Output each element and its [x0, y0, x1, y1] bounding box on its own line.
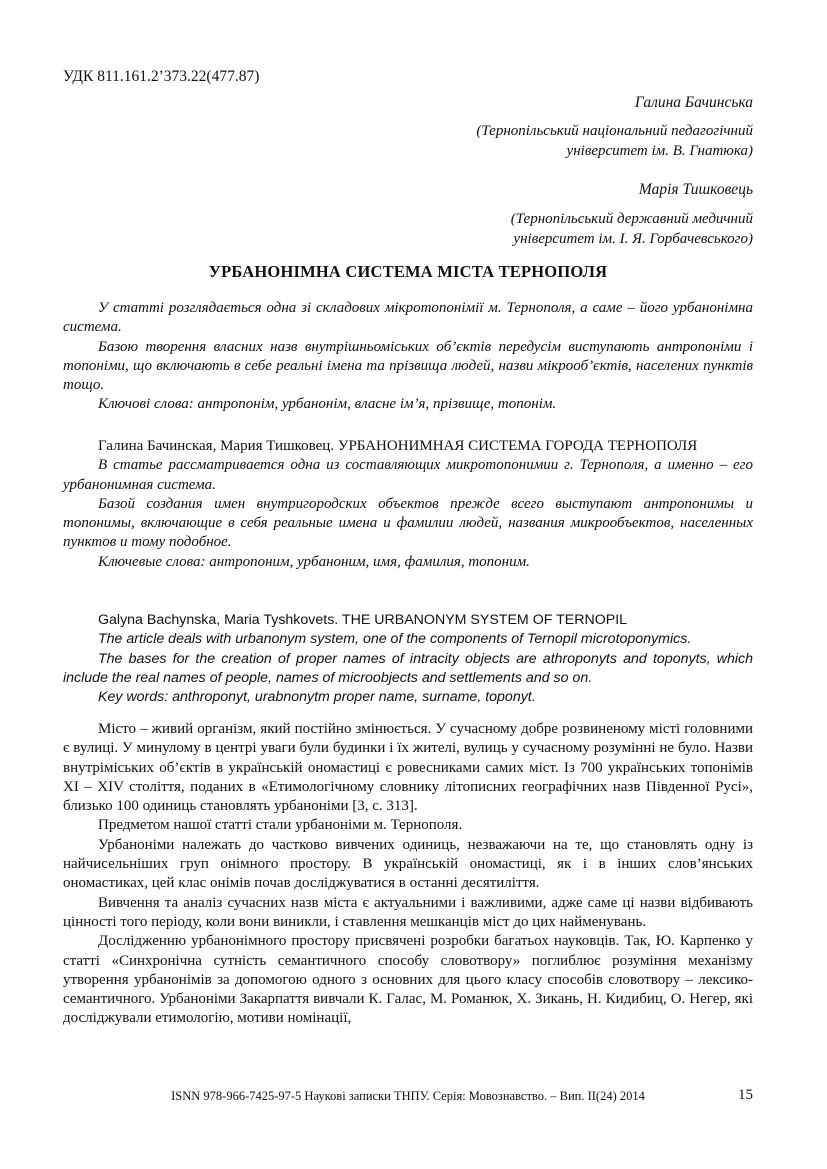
journal-footer: ISNN 978-966-7425-97-5 Наукові записки ТНПУ. Серія: Мовознавство. – Вип. ІІ(24) 2014	[171, 1089, 645, 1103]
affiliation-line: (Тернопільський державний медичний	[510, 211, 753, 227]
author-1-affiliation	[476, 121, 753, 161]
abstract-paragraph: Базою творення власних назв внутрішньоміських об’єктів передусім виступають антропоніми і топоніми, що включають в себе реальні імена та прізвища людей, назви мікрооб’єктів, населених пунктів тощо.	[63, 338, 753, 394]
author-2-name: Марія Тишковець	[638, 181, 753, 198]
abstract-ukrainian	[63, 299, 753, 415]
abstract-heading: Galyna Bachynska, Maria Tyshkovets. THE URBANONYM SYSTEM OF TERNOPIL	[98, 612, 628, 628]
abstract-russian	[63, 437, 753, 572]
abstract-paragraph: The bases for the creation of proper names of intracity objects are athroponyts and toponyts, which include the real names of people, names of microobjects and settlements and so on.	[63, 650, 753, 686]
author-1-name: Галина Бачинська	[634, 94, 753, 111]
keywords: Key words: anthropоnyt, urabnonytm proper name, surname, toponyt.	[98, 689, 536, 706]
abstract-paragraph: Базой создания имен внутригородских объектов прежде всего выступают антропонимы и топонимы, включающие в себя реальные имена и фамилии людей, названия микрообъектов, населенных пунктов и тому подобное.	[63, 495, 753, 551]
abstract-paragraph: У статті розглядається одна зі складових мікротопонімії м. Тернополя, а саме – його урбанонімна система.	[63, 300, 753, 336]
affiliation-line: (Тернопільський національний педагогічний	[476, 123, 753, 139]
abstract-paragraph: The article deals with urbanonym system, one of the components of Ternopil microtoponymics.	[98, 631, 692, 648]
body-paragraph: Місто – живий організм, який постійно змінюється. У сучасному добре розвиненому місті головними є вулиці. У минулому в центрі уваги були будинки і їх жителі, вулиць у сучасному розумінні не було. Назви внутріміських об’єктів в українській ономастиці є ровесниками самих міст. Із 700 українських топонімів ХІ – ХІV століття, поданих в «Етимологічному словнику літописних географічних назв Південної Русі», близько 100 одиниць становлять урбаноніми [3, с. 313].	[63, 721, 753, 815]
udk-code: УДК 811.161.2’373.22(477.87)	[63, 68, 260, 85]
body-paragraph: Дослідженню урбанонімного простору присвячені розробки багатьох науковців. Так, Ю. Карпенко у статті «Синхронічна сутність семантичного способу словотвору» поглиблює розуміння механізму утворення урбанонімів за допомогою одного з основних для цього класу способів словотвору – лексико-семантичного. Урбаноніми Закарпаття вивчали К. Галас, М. Романюк, Х. Зикань, Н. Кидибиц, О. Негер, які досліджували етимологію, мотиви номінації,	[63, 933, 753, 1027]
keywords: Ключевые слова: антропоним, урбаноним, имя, фамилия, топоним.	[98, 553, 530, 570]
paper-page	[63, 0, 753, 1169]
article-body	[63, 720, 753, 1029]
body-paragraph: Вивчення та аналіз сучасних назв міста є актуальними і важливими, адже саме ці назви відбивають цінності того періоду, коли вони виникли, і ставлення мешканців міст до цих найменувань.	[63, 894, 753, 930]
body-paragraph: Урбаноніми належать до частково вивчених одиниць, незважаючи на те, що становлять одну із найчисельніших груп онімного простору. В українській ономастиці, як і в інших слов’янських ономастиках, цей клас онімів почав досліджуватися в останні десятиліття.	[63, 836, 753, 892]
abstract-english	[63, 611, 753, 707]
affiliation-line: університет ім. І. Я. Горбачевського)	[513, 231, 753, 247]
abstract-paragraph: В статье рассматривается одна из составляющих микротопонимии г. Тернополя, а именно – его урбанонимная система.	[63, 457, 753, 493]
keywords: Ключові слова: антропонім, урбанонім, власне ім’я, прізвище, топонім.	[98, 396, 557, 413]
abstract-heading: Галина Бачинская, Мария Тишковец. УРБАНОНИМНАЯ СИСТЕМА ГОРОДА ТЕРНОПОЛЯ	[98, 438, 698, 454]
page-number: 15	[738, 1087, 753, 1103]
author-2-affiliation	[511, 209, 753, 249]
affiliation-line: університет ім. В. Гнатюка)	[566, 143, 753, 159]
body-paragraph: Предметом нашої статті стали урбаноніми м. Тернополя.	[98, 817, 463, 834]
article-title: УРБАНОНІМНА СИСТЕМА МІСТА ТЕРНОПОЛЯ	[208, 262, 608, 281]
